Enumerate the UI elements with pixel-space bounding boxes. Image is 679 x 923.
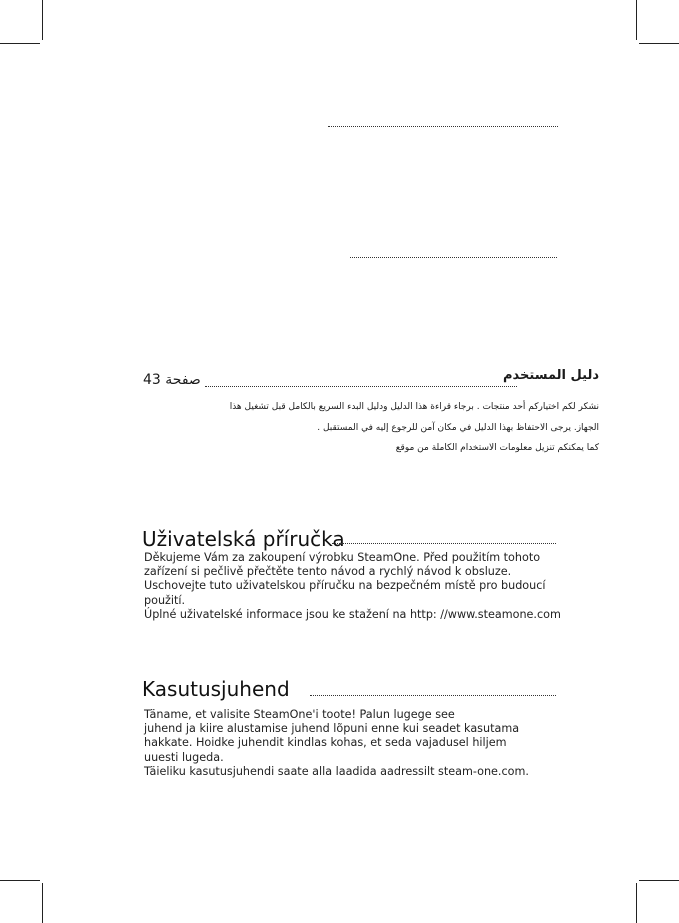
arabic-text-line: الجهاز. يرجى الاحتفاظ بهذا الدليل في مكان آمن للرجوع إليه في المستقبل . (317, 423, 599, 433)
crop-mark (639, 43, 679, 44)
crop-mark (0, 43, 40, 44)
czech-body-text: Děkujeme Vám za zakoupení výrobku SteamOne. Před použitím tohoto zařízení si pečlivě přečtěte tento návod a rychlý návod k obsluze. Uschovejte tuto uživatelskou příručku na bezpečném místě pro budoucí použití. Úplné uživatelské informace jsou ke stažení na http: //www.steamone.com (144, 551, 561, 621)
arabic-text-line: كما يمكنكم تنزيل معلومات الاستخدام الكاملة من موقع (395, 443, 599, 453)
arabic-page-reference: صفحة 43 (143, 372, 201, 388)
arabic-section-title: دليل المستخدم (503, 368, 599, 383)
crop-mark (636, 883, 637, 923)
dotted-rule (205, 386, 517, 387)
dotted-rule (350, 257, 557, 258)
dotted-rule (328, 126, 558, 127)
dotted-rule (332, 543, 556, 544)
estonian-section-title: Kasutusjuhend (142, 677, 290, 701)
arabic-text-line: نشكر لكم اختياركم أحد منتجات . برجاء قراءة هذا الدليل ودليل البدء السريع بالكامل قبل تشغيل هذا (229, 402, 599, 412)
crop-mark (42, 883, 43, 923)
crop-mark (636, 0, 637, 40)
crop-mark (42, 0, 43, 40)
czech-section-title: Uživatelská příručka (142, 527, 345, 551)
crop-mark (639, 880, 679, 881)
estonian-body-text: Täname, et valisite SteamOne'i toote! Palun lugege see juhend ja kiire alustamise juhend lõpuni enne kui seadet kasutama hakkate. Hoidke juhendit kindlas kohas, et seda vajadusel hiljem uuesti lugeda. Täieliku kasutusjuhendi saate alla laadida aadressilt steam-one.com. (144, 708, 529, 778)
crop-mark (0, 880, 40, 881)
dotted-rule (310, 695, 556, 696)
